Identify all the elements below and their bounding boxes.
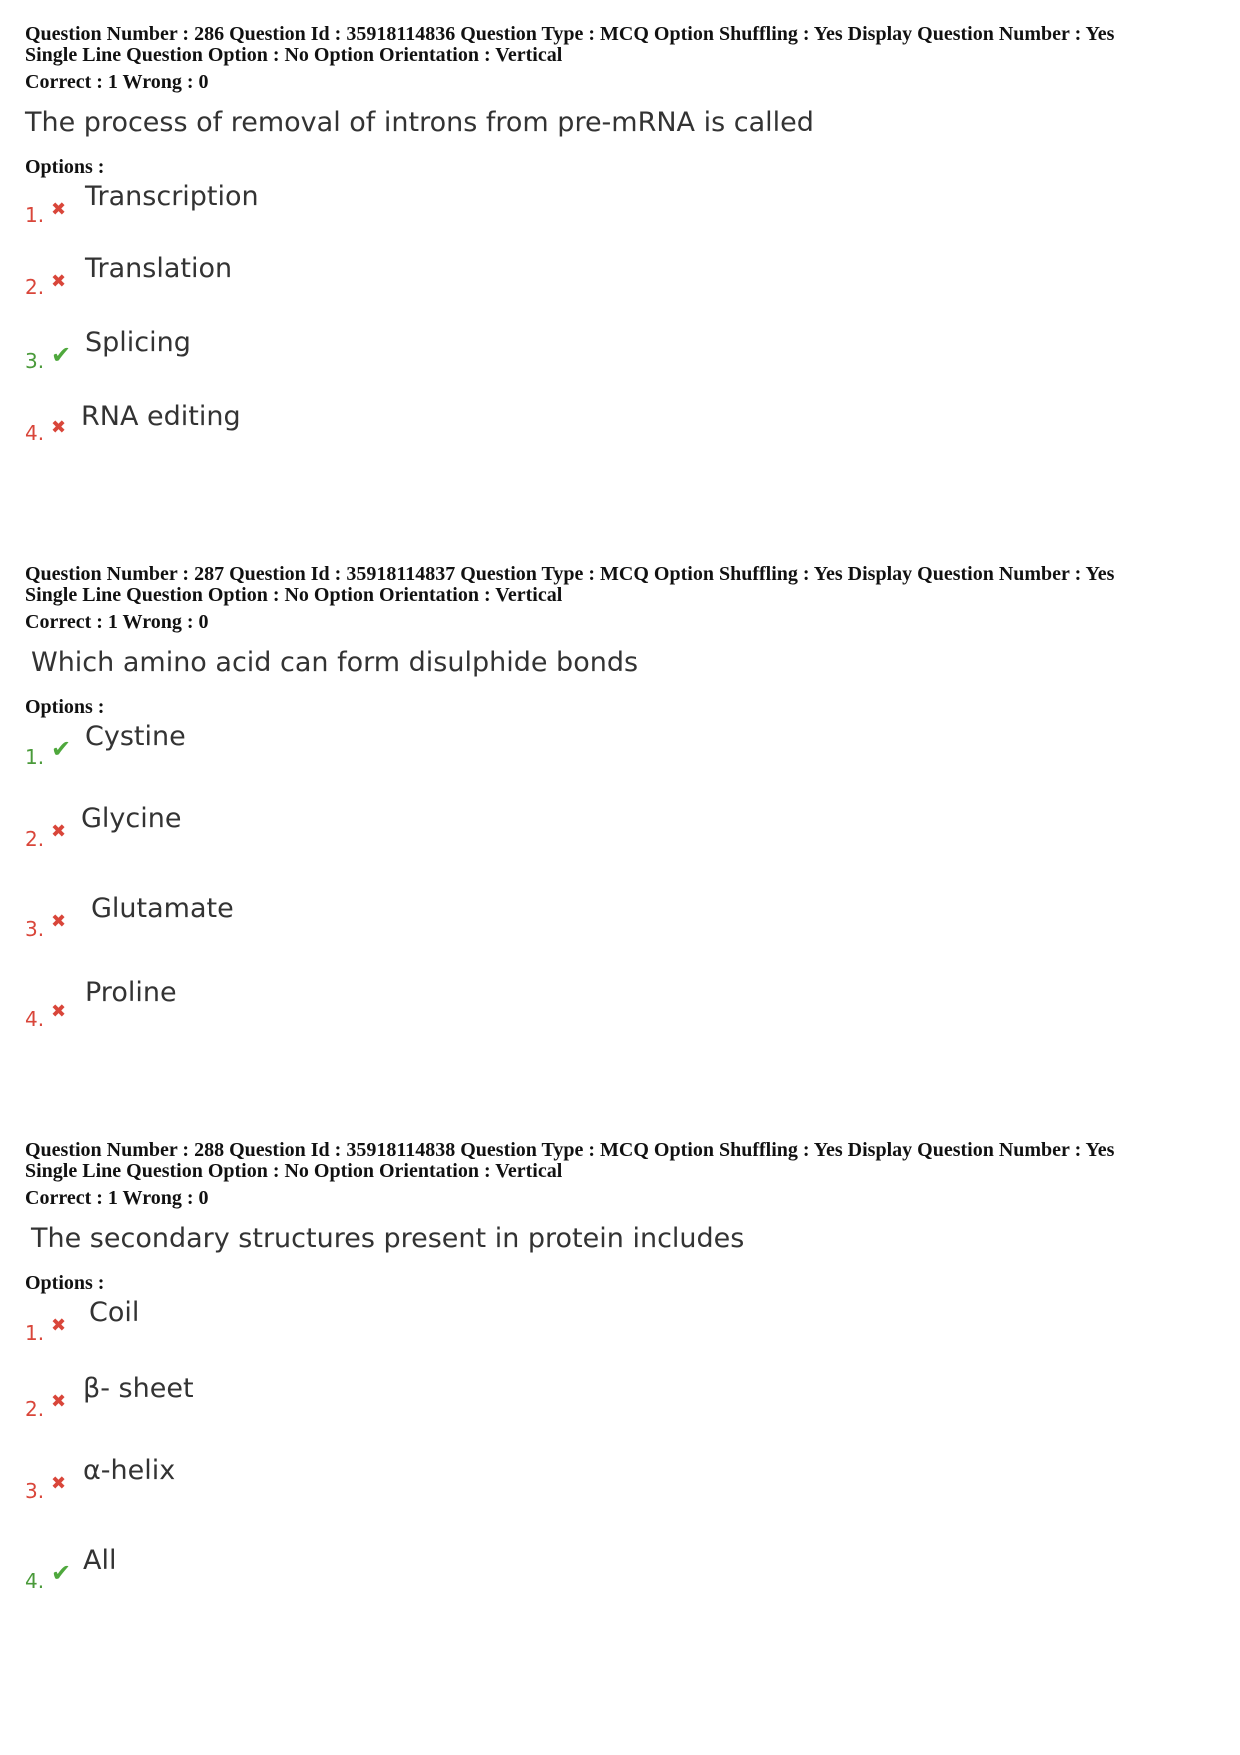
cross-icon: ✖: [51, 1315, 67, 1336]
question-meta-line1: Question Number : 286 Question Id : 35918114836 Question Type : MCQ Option Shuffling : Yes Display Question Number : Yes: [25, 23, 1115, 45]
options-label: Options :: [25, 1272, 105, 1294]
option-number: 3.: [25, 349, 45, 373]
option-number: 4.: [25, 1569, 45, 1593]
option-number: 4.: [25, 1007, 45, 1031]
options-label: Options :: [25, 696, 105, 718]
option-text: Translation: [85, 253, 233, 284]
options-label: Options :: [25, 156, 105, 178]
marks-info: Correct : 1 Wrong : 0: [25, 71, 209, 93]
question-meta-line1: Question Number : 287 Question Id : 35918114837 Question Type : MCQ Option Shuffling : Yes Display Question Number : Yes: [25, 563, 1115, 585]
question-meta-line2: Single Line Question Option : No Option Orientation : Vertical: [25, 44, 563, 66]
option-text: Transcription: [85, 181, 259, 212]
option-text: Splicing: [85, 327, 191, 358]
check-icon: ✔: [51, 1559, 72, 1587]
option-number: 1.: [25, 1321, 45, 1345]
option-number: 4.: [25, 421, 45, 445]
option-number: 3.: [25, 1479, 45, 1503]
cross-icon: ✖: [51, 911, 67, 932]
option-number: 1.: [25, 745, 45, 769]
options-list: [25, 179, 1225, 479]
options-list: [25, 719, 1225, 1079]
marks-info: Correct : 1 Wrong : 0: [25, 611, 209, 633]
option-text: β- sheet: [83, 1373, 194, 1404]
cross-icon: ✖: [51, 271, 67, 292]
question-block-286: [25, 24, 1225, 479]
option-text: α-helix: [83, 1455, 176, 1486]
option-text: Coil: [89, 1297, 140, 1328]
marks-info: Correct : 1 Wrong : 0: [25, 1187, 209, 1209]
option-text: Glycine: [81, 803, 182, 834]
check-icon: ✔: [51, 341, 72, 369]
cross-icon: ✖: [51, 417, 67, 438]
question-meta-line1: Question Number : 288 Question Id : 35918114838 Question Type : MCQ Option Shuffling : Yes Display Question Number : Yes: [25, 1139, 1115, 1161]
cross-icon: ✖: [51, 1001, 67, 1022]
option-number: 1.: [25, 203, 45, 227]
option-text: Glutamate: [91, 893, 234, 924]
option-text: Proline: [85, 977, 177, 1008]
cross-icon: ✖: [51, 1473, 67, 1494]
cross-icon: ✖: [51, 1391, 67, 1412]
cross-icon: ✖: [51, 199, 67, 220]
option-number: 2.: [25, 275, 45, 299]
options-list: [25, 1295, 1225, 1635]
question-block-287: [25, 564, 1225, 1079]
option-text: RNA editing: [81, 401, 241, 432]
question-meta-line2: Single Line Question Option : No Option Orientation : Vertical: [25, 584, 563, 606]
option-number: 2.: [25, 827, 45, 851]
option-text: All: [83, 1545, 117, 1576]
question-stem: The process of removal of introns from pre-mRNA is called: [25, 107, 814, 138]
question-block-288: [25, 1140, 1225, 1635]
option-text: Cystine: [85, 721, 186, 752]
check-icon: ✔: [51, 735, 72, 763]
cross-icon: ✖: [51, 821, 67, 842]
question-meta-line2: Single Line Question Option : No Option Orientation : Vertical: [25, 1160, 563, 1182]
option-number: 3.: [25, 917, 45, 941]
question-stem: The secondary structures present in protein includes: [31, 1223, 745, 1254]
question-stem: Which amino acid can form disulphide bonds: [31, 647, 639, 678]
option-number: 2.: [25, 1397, 45, 1421]
